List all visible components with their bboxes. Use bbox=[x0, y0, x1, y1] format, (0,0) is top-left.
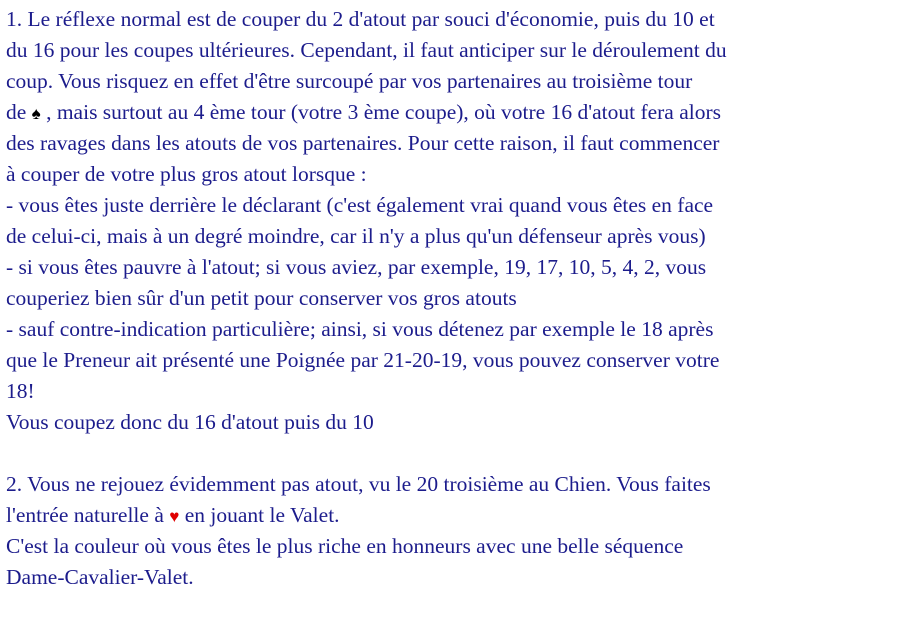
text-fragment: l'entrée naturelle à bbox=[6, 503, 170, 527]
text-line: C'est la couleur où vous êtes le plus riche en honneurs avec une belle séquence bbox=[6, 534, 684, 558]
paragraph-1 bbox=[6, 4, 908, 438]
text-line: - si vous êtes pauvre à l'atout; si vous aviez, par exemple, 19, 17, 10, 5, 4, 2, vous bbox=[6, 255, 707, 279]
text-line: 2. Vous ne rejouez évidemment pas atout, vu le 20 troisième au Chien. Vous faites bbox=[6, 472, 711, 496]
text-line: à couper de votre plus gros atout lorsque : bbox=[6, 162, 367, 186]
text-line: - vous êtes juste derrière le déclarant (c'est également vrai quand vous êtes en face bbox=[6, 193, 714, 217]
text-line: coup. Vous risquez en effet d'être surcoupé par vos partenaires au troisième tour bbox=[6, 69, 693, 93]
text-line: du 16 pour les coupes ultérieures. Cependant, il faut anticiper sur le déroulement du bbox=[6, 38, 727, 62]
text-line: de celui-ci, mais à un degré moindre, car il n'y a plus qu'un défenseur après vous) bbox=[6, 224, 706, 248]
text-line: 18! bbox=[6, 379, 35, 403]
text-line: que le Preneur ait présenté une Poignée par 21-20-19, vous pouvez conserver votre bbox=[6, 348, 720, 372]
text-fragment: en jouant le Valet. bbox=[179, 503, 340, 527]
text-line-with-spade bbox=[6, 97, 908, 128]
text-line: couperiez bien sûr d'un petit pour conserver vos gros atouts bbox=[6, 286, 517, 310]
text-line-with-heart bbox=[6, 500, 908, 531]
spade-suit-icon: ♠ bbox=[31, 104, 41, 123]
text-line: - sauf contre-indication particulière; ainsi, si vous détenez par exemple le 18 après bbox=[6, 317, 714, 341]
text-line: des ravages dans les atouts de vos partenaires. Pour cette raison, il faut commencer bbox=[6, 131, 720, 155]
paragraph-spacer bbox=[6, 438, 908, 469]
document-body bbox=[6, 4, 908, 593]
text-fragment: , mais surtout au 4 ème tour (votre 3 ème coupe), où votre 16 d'atout fera alors bbox=[40, 100, 722, 124]
heart-suit-icon: ♥ bbox=[169, 507, 180, 526]
text-fragment: de bbox=[6, 100, 32, 124]
text-line: Vous coupez donc du 16 d'atout puis du 10 bbox=[6, 410, 374, 434]
paragraph-2 bbox=[6, 469, 908, 593]
text-line: 1. Le réflexe normal est de couper du 2 d'atout par souci d'économie, puis du 10 et bbox=[6, 7, 715, 31]
text-line: Dame-Cavalier-Valet. bbox=[6, 565, 194, 589]
